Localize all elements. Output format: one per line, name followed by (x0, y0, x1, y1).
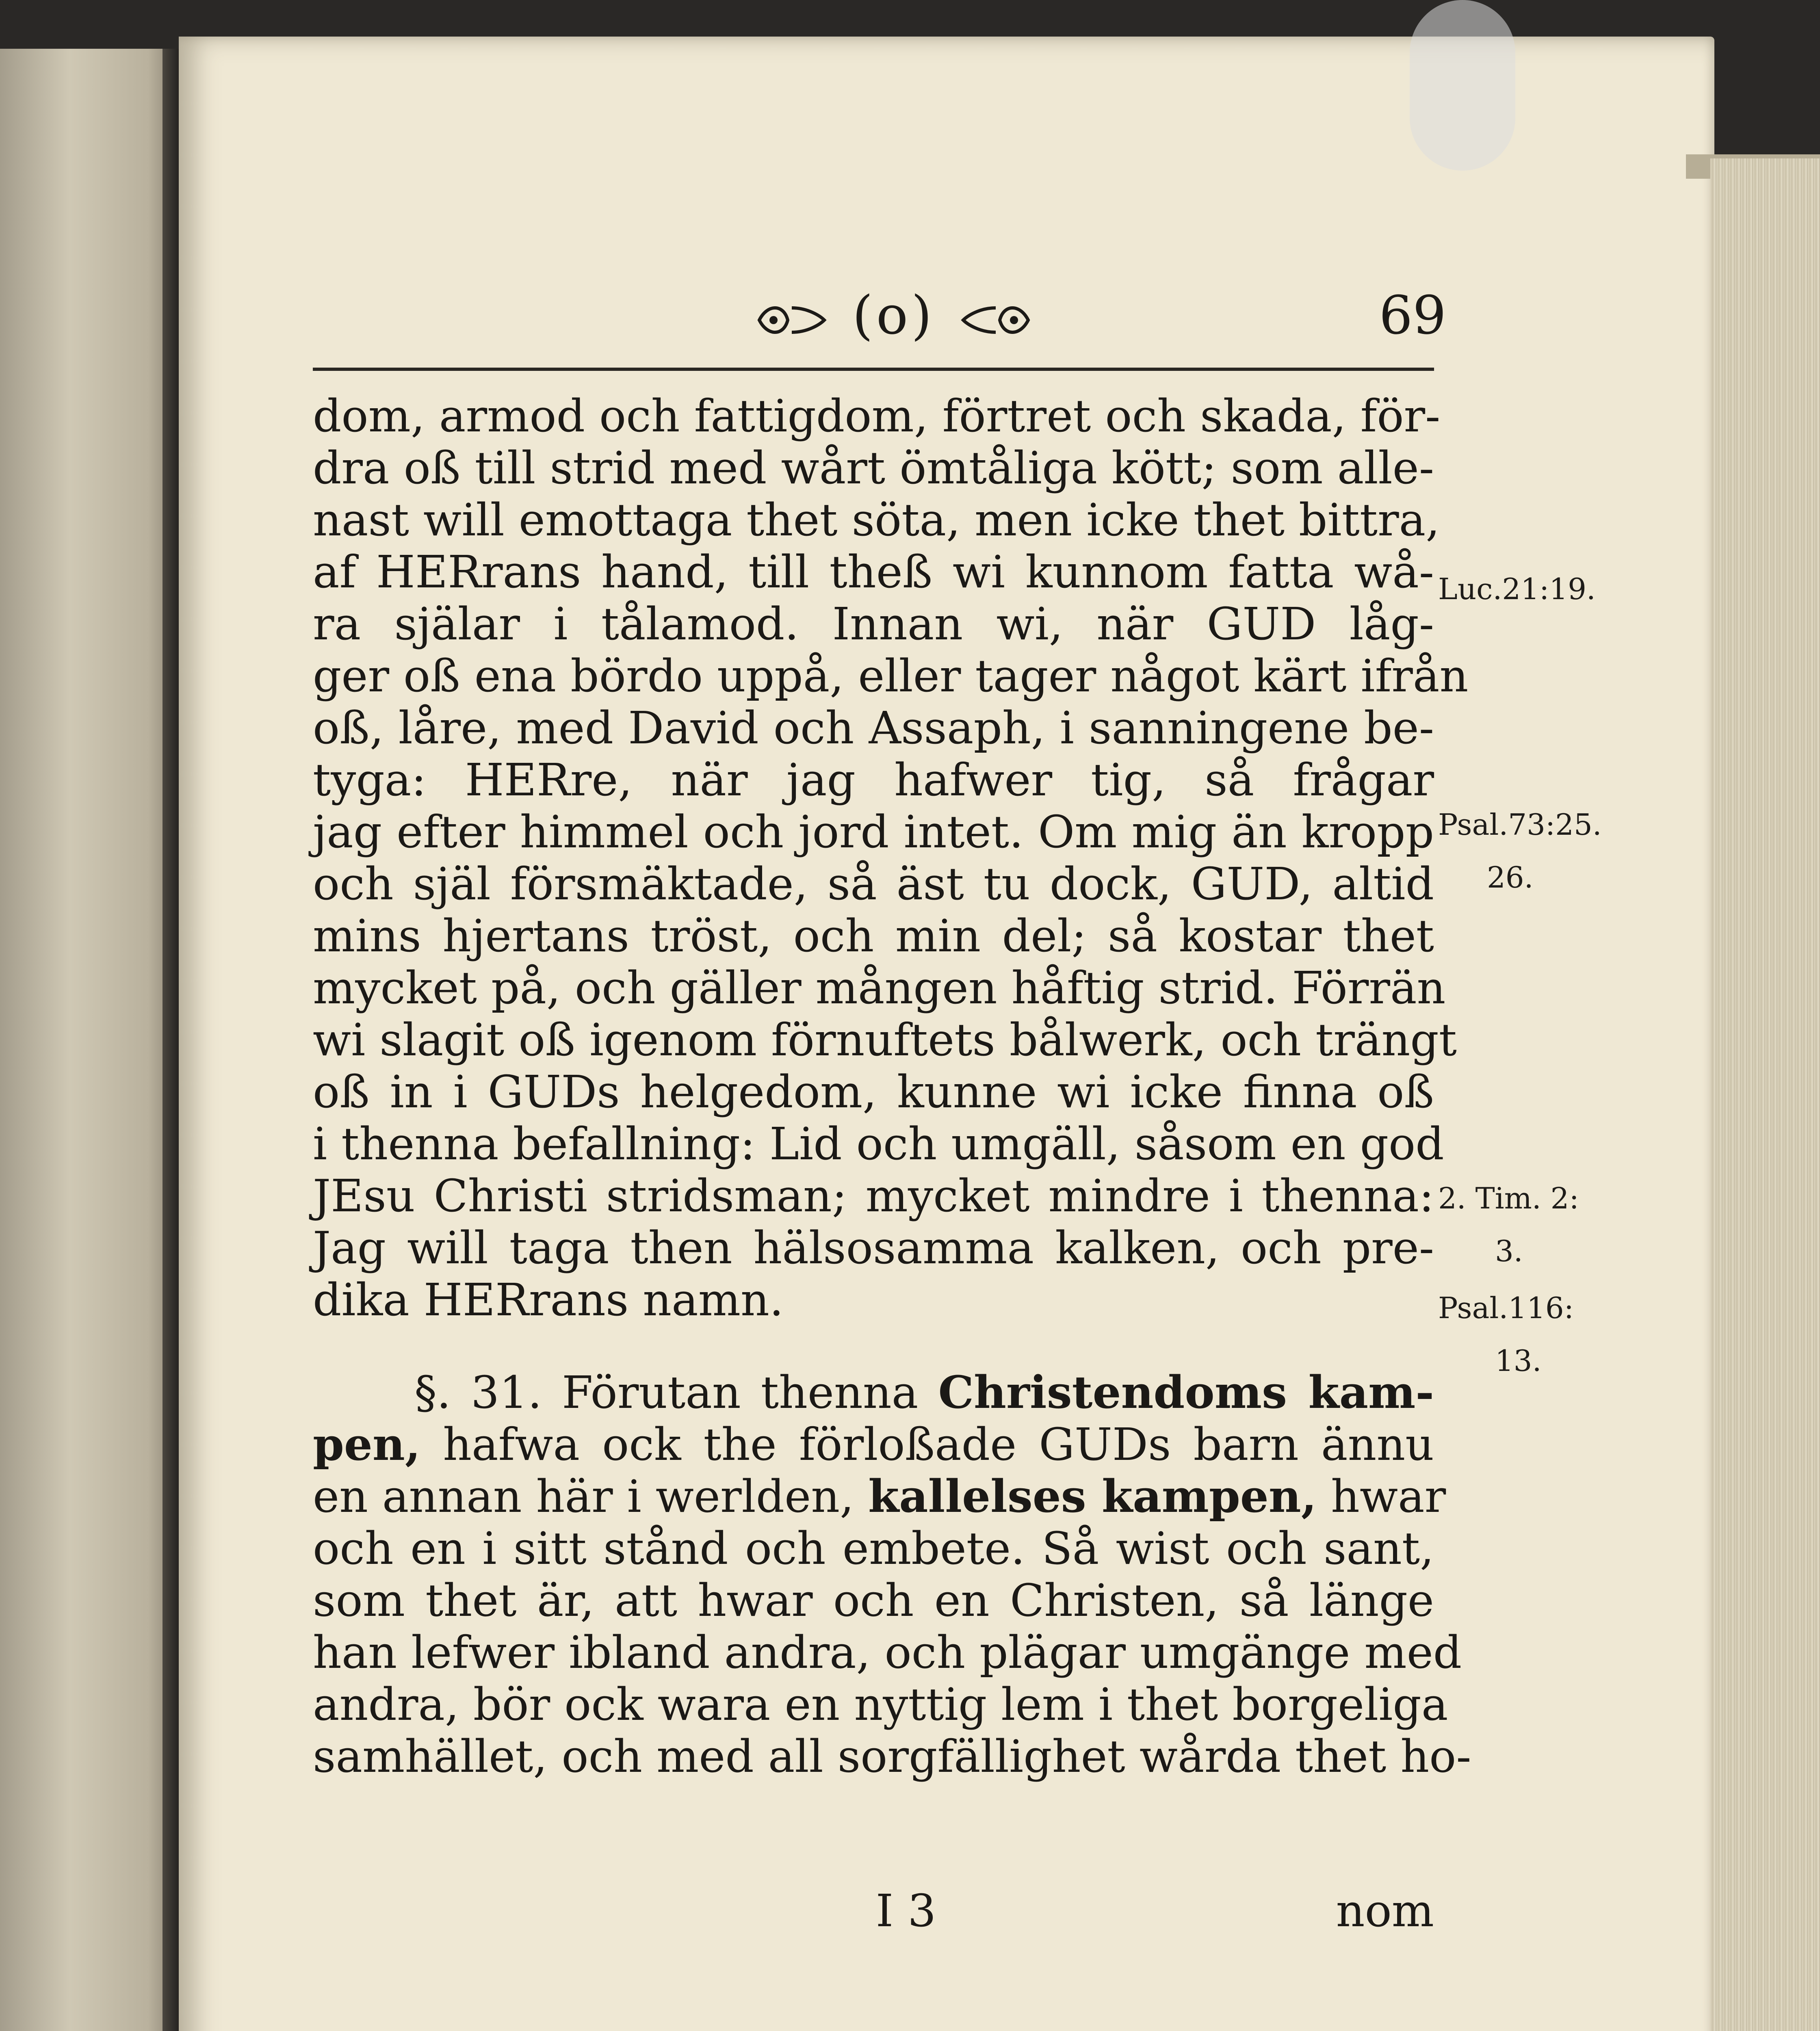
text-line: och själ försmäktade, så äst tu dock, GUD, altid (313, 858, 1434, 910)
facing-page-left (0, 49, 175, 2031)
text-line: nast will emottaga thet söta, men icke thet bittra, (313, 494, 1440, 546)
margin-note-psal116: Psal.116: (1438, 1291, 1574, 1325)
text-line: af HERrans hand, till theß wi kunnom fatta wå- (313, 546, 1434, 598)
signature-mark: I 3 (875, 1885, 936, 1937)
top-clip (1410, 0, 1515, 171)
text-line: jag efter himmel och jord intet. Om mig än kropp (313, 806, 1434, 858)
section-mark: §. 31. (414, 1366, 542, 1418)
emphasis-term: pen, (313, 1418, 421, 1470)
page-fore-edge (1710, 158, 1820, 2031)
text-line: samhället, och med all sorgfällighet wårda thet ho- (313, 1730, 1471, 1782)
text-line: mins hjertans tröst, och min del; så kostar thet (313, 910, 1434, 962)
text-line: JEsu Christi stridsman; mycket mindre i thenna: (313, 1170, 1434, 1222)
text-run: hwar (1331, 1470, 1446, 1522)
text-line: Jag will taga then hälsosamma kalken, och pre- (313, 1222, 1434, 1274)
text-run: hafwa ock the förloßade GUDs barn ännu (443, 1418, 1434, 1470)
text-line (313, 1470, 1446, 1522)
margin-note-tim-cont: 3. (1495, 1234, 1523, 1268)
body-text (313, 390, 1471, 1782)
catchword: nom (1336, 1885, 1434, 1937)
text-line: dra oß till strid med wårt ömtåliga kött; som alle- (313, 442, 1434, 494)
head-rule (313, 368, 1434, 371)
paragraph-first-line (313, 1366, 1434, 1418)
text-line: oß, låre, med David och Assaph, i sanningene be- (313, 702, 1434, 754)
text-line: i thenna befallning: Lid och umgäll, såsom en god (313, 1118, 1444, 1170)
text-line: oß in i GUDs helgedom, kunne wi icke finna oß (313, 1066, 1434, 1118)
emphasis-term: kallelses kampen, (868, 1470, 1317, 1522)
text-run: en annan här i werlden, (313, 1470, 854, 1522)
text-line: tyga: HERre, när jag hafwer tig, så frågar (313, 754, 1434, 806)
running-head-title: (o) (852, 284, 935, 346)
text-line: dom, armod och fattigdom, förtret och skada, för- (313, 390, 1441, 442)
page-number: 69 (1379, 284, 1446, 346)
margin-note-psal73-cont: 26. (1487, 860, 1534, 894)
margin-note-luc: Luc.21:19. (1438, 572, 1596, 606)
text-line: dika HERrans namn. (313, 1274, 784, 1326)
text-line: och en i sitt stånd och embete. Så wist och sant, (313, 1522, 1434, 1574)
text-run: Förutan thenna (562, 1366, 919, 1418)
text-line: andra, bör ock wara en nyttig lem i thet borgeliga (313, 1678, 1448, 1730)
emphasis-term: Christendoms kam- (938, 1366, 1434, 1418)
text-line: som thet är, att hwar och en Christen, så länge (313, 1574, 1434, 1626)
ornament-right-icon (955, 296, 1036, 344)
text-line: han lefwer ibland andra, och plägar umgänge med (313, 1626, 1462, 1678)
margin-note-psal116-cont: 13. (1495, 1344, 1542, 1378)
text-line: ra själar i tålamod. Innan wi, när GUD låg- (313, 598, 1434, 650)
margin-note-tim: 2. Tim. 2: (1438, 1181, 1579, 1215)
margin-note-psal73: Psal.73:25. (1438, 808, 1602, 842)
text-line: wi slagit oß igenom förnuftets bålwerk, och trängt (313, 1014, 1457, 1066)
running-head (691, 284, 1097, 357)
text-line (313, 1418, 1434, 1470)
text-line: ger oß ena bördo uppå, eller tager något kärt ifrån (313, 650, 1469, 702)
text-line: mycket på, och gäller mången håftig strid. Förrän (313, 962, 1446, 1014)
ornament-left-icon (751, 296, 832, 344)
